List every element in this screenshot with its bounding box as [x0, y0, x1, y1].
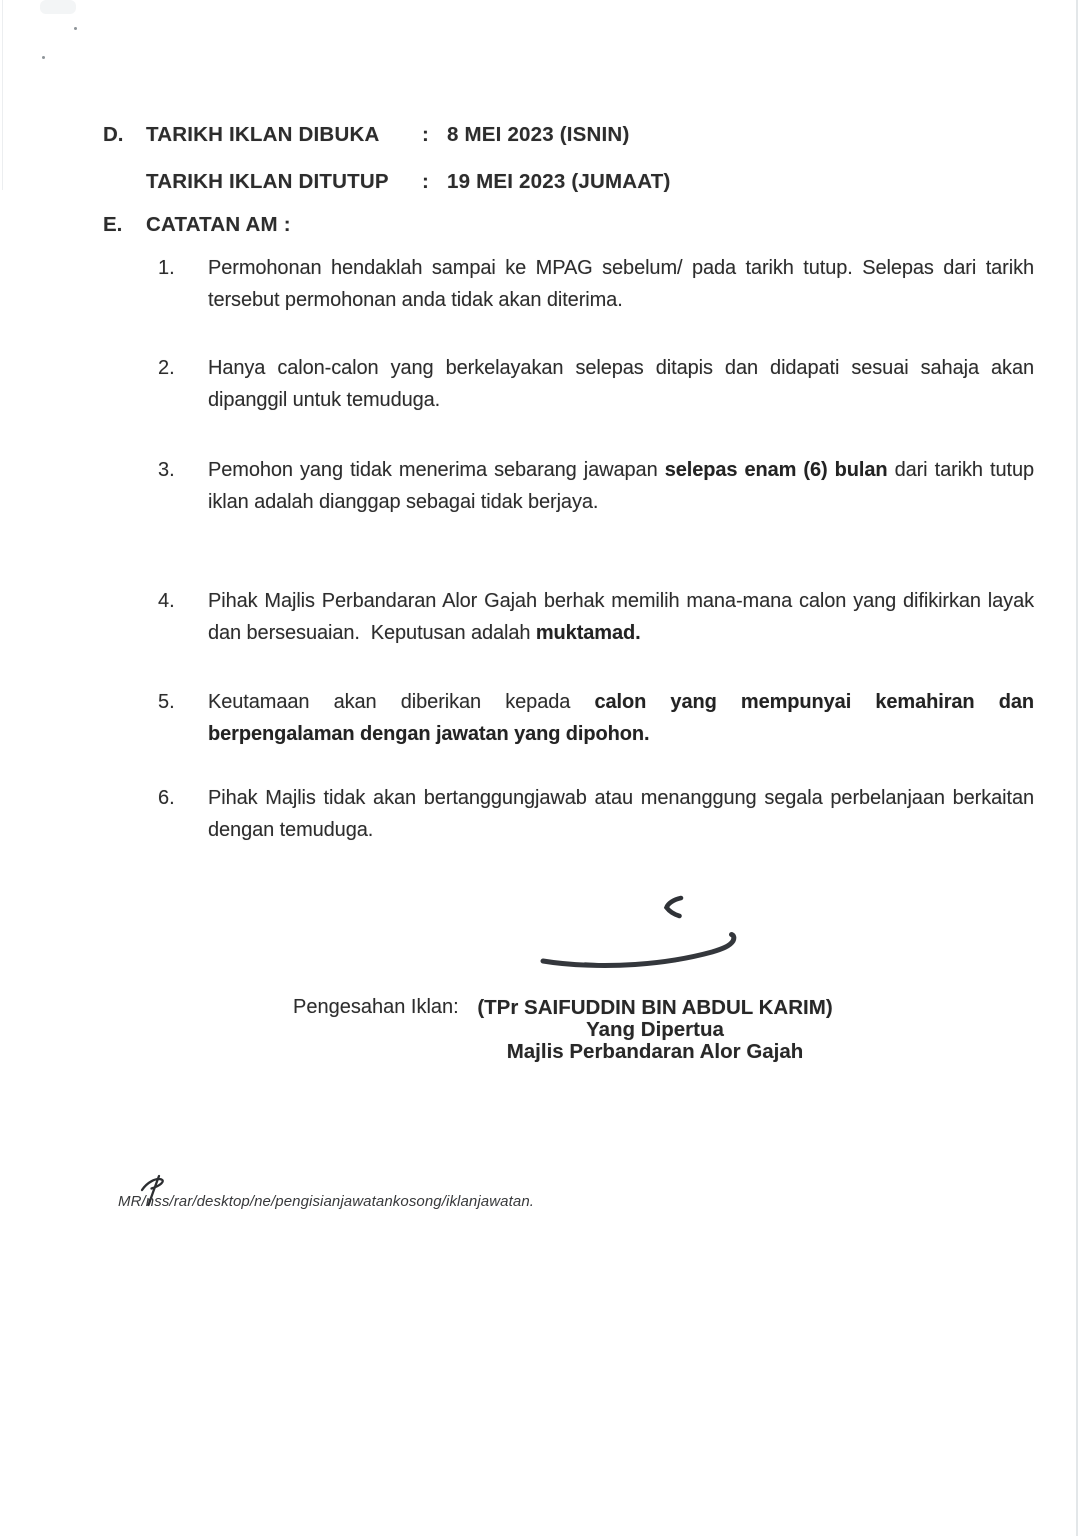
signature-main-stroke: [543, 935, 734, 966]
signature-caption: Pengesahan Iklan:: [293, 996, 459, 1018]
section-e-row: [0, 213, 1086, 239]
list-item-number: 2.: [158, 357, 175, 379]
list-item-number: 5.: [158, 691, 175, 713]
scan-edge-line-left: [2, 0, 3, 190]
scan-speck: [42, 56, 45, 59]
list-item-text: Pemohon yang tidak menerima sebarang jawapan selepas enam (6) bulan dari tarikh tutup iklan adalah dianggap sebagai tidak berjaya.: [208, 459, 1034, 513]
list-item: [158, 585, 1034, 649]
list-item: [158, 454, 1034, 518]
scan-speck: [74, 27, 77, 30]
signatory-name: (TPr SAIFUDDIN BIN ABDUL KARIM): [477, 996, 833, 1019]
list-item-number: 6.: [158, 787, 175, 809]
section-d-row-close: [0, 170, 1086, 196]
list-item-text: Hanya calon-calon yang berkelayakan selepas ditapis dan didapati sesuai sahaja akan dipanggil untuk temuduga.: [208, 357, 1034, 411]
section-e-heading: CATATAN AM :: [146, 213, 291, 236]
signature-ink-strokes: [530, 885, 750, 980]
signature-block: [405, 997, 905, 1063]
list-item-number: 4.: [158, 590, 175, 612]
file-reference-line: MR/nss/rar/desktop/ne/pengisianjawatankosong/iklanjawatan.: [118, 1193, 535, 1210]
open-date-label: TARIKH IKLAN DIBUKA: [146, 123, 380, 146]
list-item-number: 1.: [158, 257, 175, 279]
list-item: [158, 352, 1034, 416]
list-item-text: Pihak Majlis tidak akan bertanggungjawab atau menanggung segala perbelanjaan berkaitan dengan temuduga.: [208, 787, 1034, 841]
close-date-value: 19 MEI 2023 (JUMAAT): [447, 170, 671, 193]
section-d-row-open: [0, 123, 1086, 149]
initial-loop-stroke: [142, 1179, 163, 1190]
signatory-title: Yang Dipertua: [586, 1018, 724, 1041]
signature-chevron-stroke: [667, 898, 682, 916]
signatory-organization: Majlis Perbandaran Alor Gajah: [506, 1040, 804, 1063]
open-date-separator: :: [422, 123, 429, 146]
section-e-letter: E.: [103, 213, 123, 236]
scan-smudge: [40, 0, 76, 14]
open-date-value: 8 MEI 2023 (ISNIN): [447, 123, 630, 146]
close-date-separator: :: [422, 170, 429, 193]
list-item-text: Keutamaan akan diberikan kepada calon yang mempunyai kemahiran dan berpengalaman dengan jawatan yang dipohon.: [208, 691, 1034, 745]
list-item-text: Permohonan hendaklah sampai ke MPAG sebelum/ pada tarikh tutup. Selepas dari tarikh tersebut permohonan anda tidak akan diterima.: [208, 257, 1034, 311]
list-item-text: Pihak Majlis Perbandaran Alor Gajah berhak memilih mana-mana calon yang difikirkan layak dan bersesuaian. Keputusan adalah muktamad.: [208, 590, 1034, 644]
list-item: [158, 686, 1034, 750]
section-d-letter: D.: [103, 123, 124, 146]
close-date-label: TARIKH IKLAN DITUTUP: [146, 170, 389, 193]
list-item: [158, 782, 1034, 846]
list-item: [158, 252, 1034, 316]
list-item-number: 3.: [158, 459, 175, 481]
